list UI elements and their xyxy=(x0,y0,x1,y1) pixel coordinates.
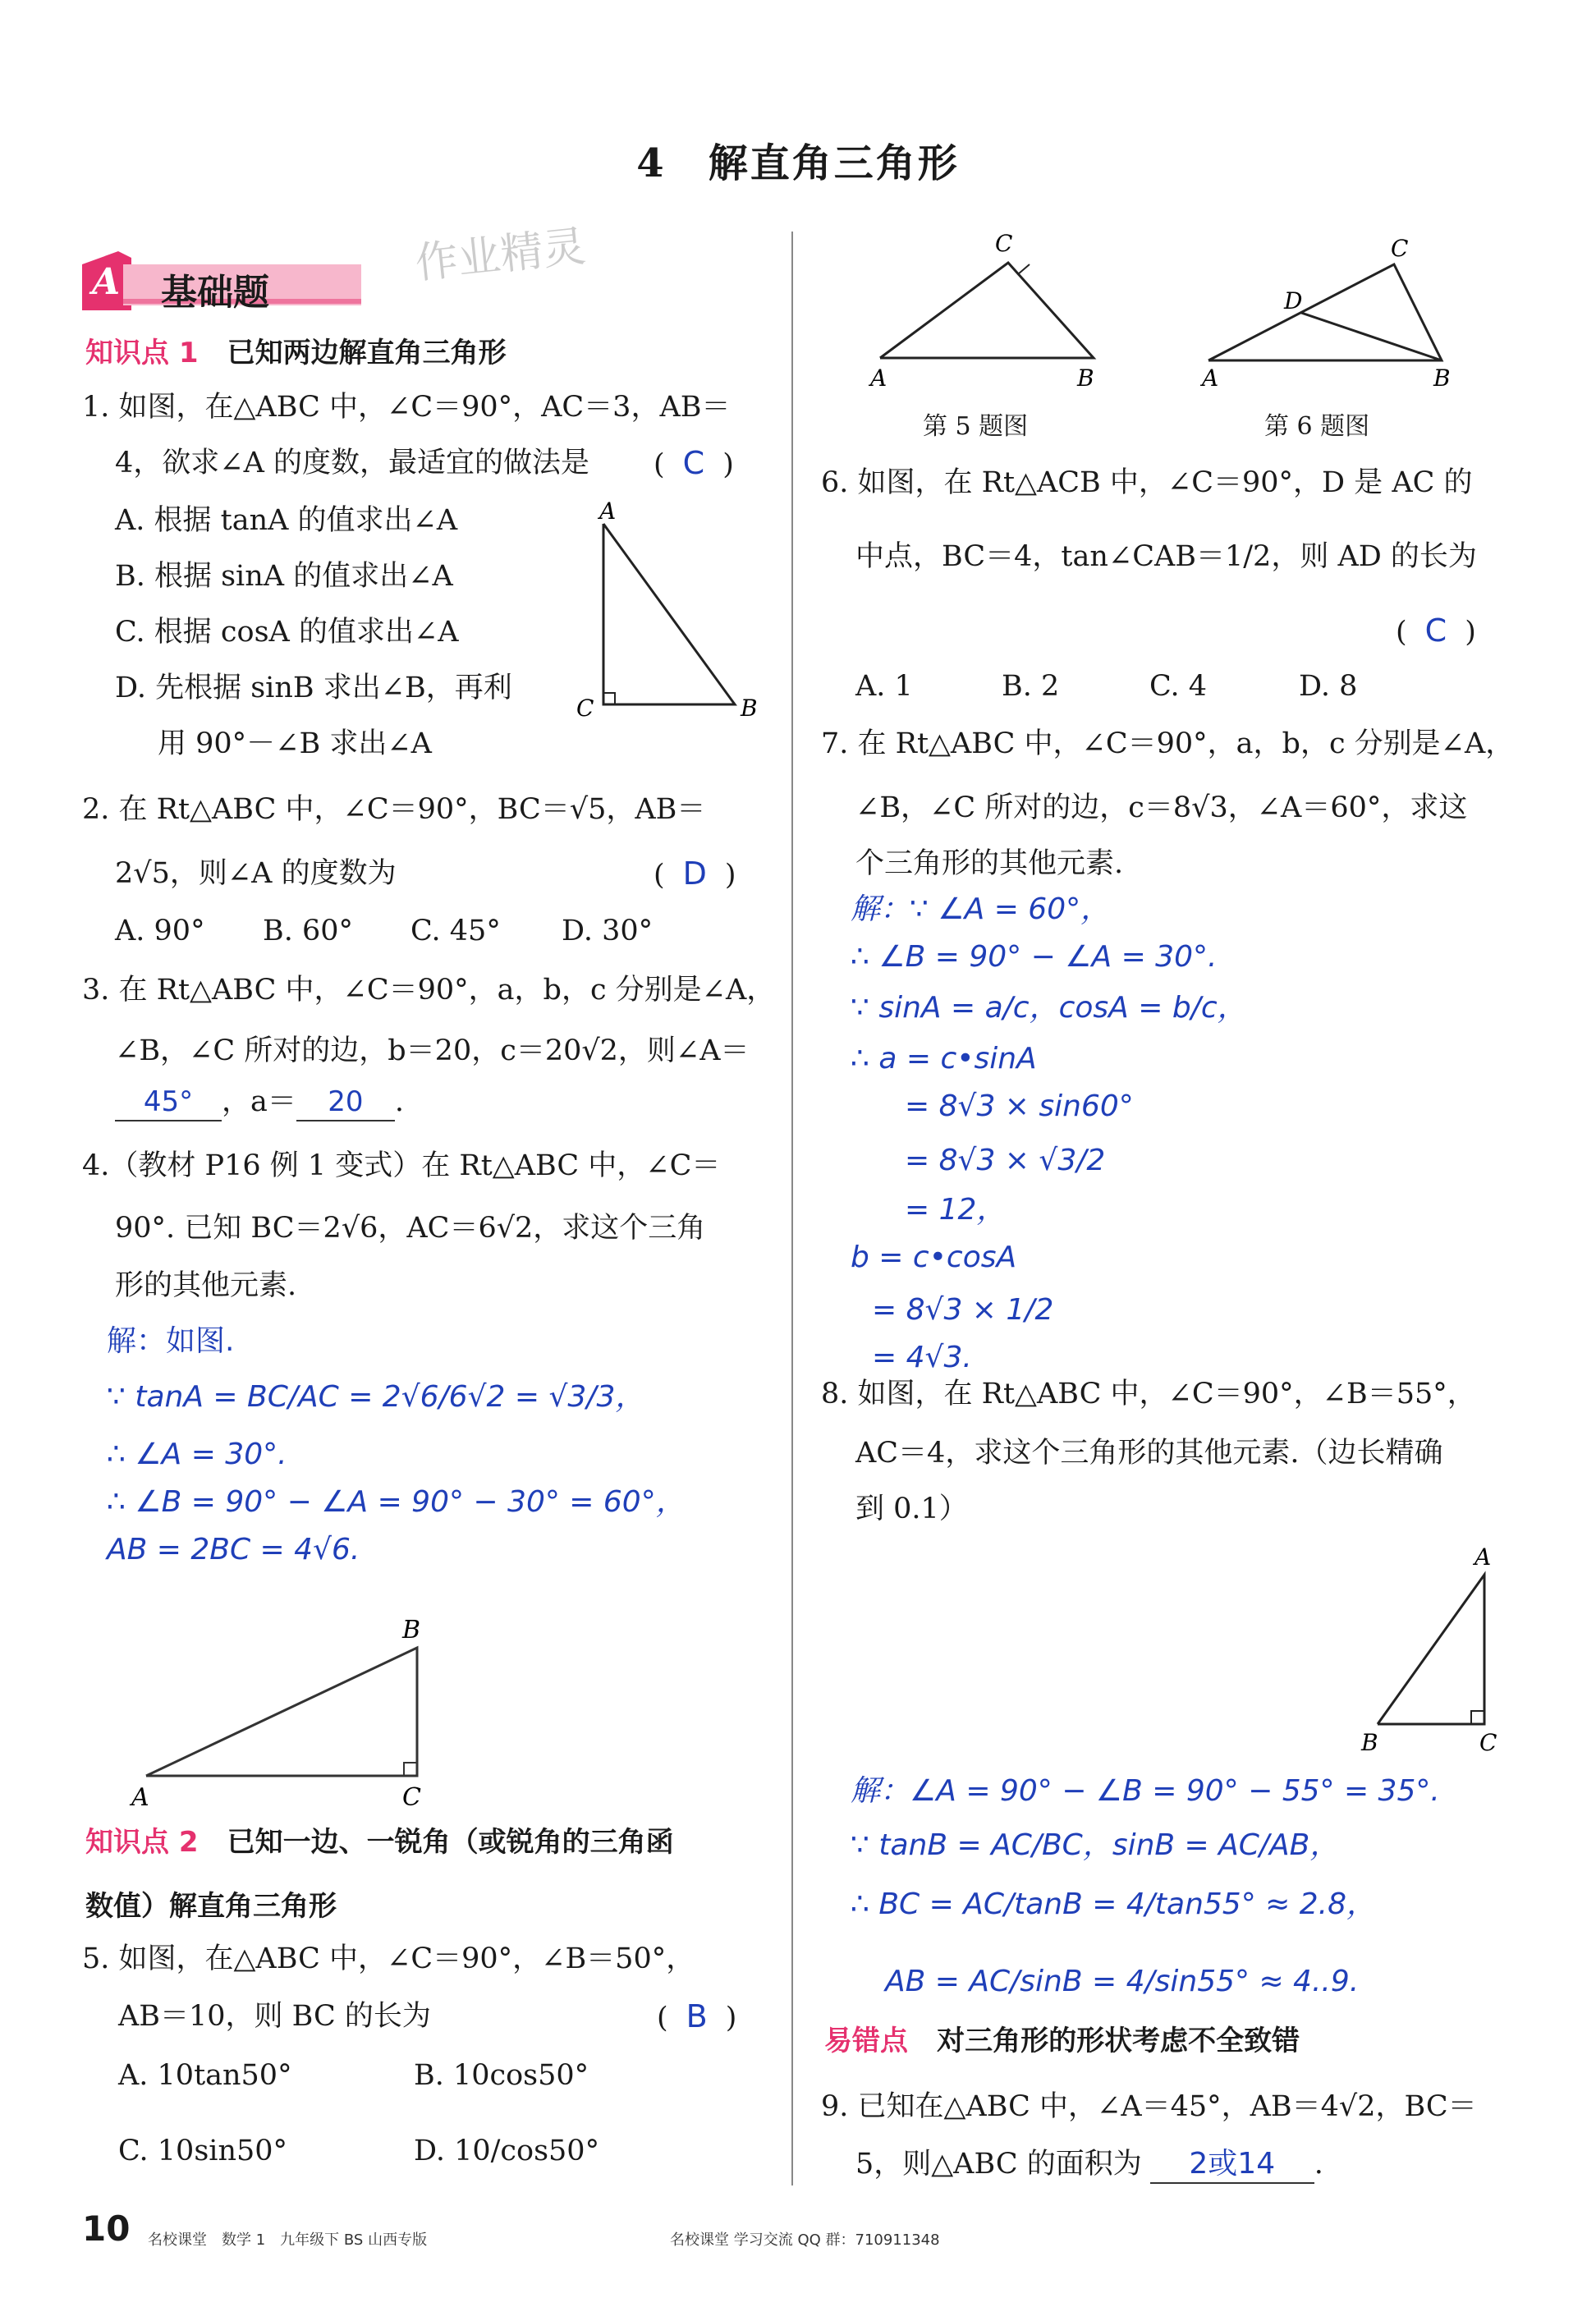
q1-answer: C xyxy=(682,445,705,481)
q5-option-d: D. 10/cos50° xyxy=(414,2135,600,2167)
q1-option-c: C. 根据 cosA 的值求出∠A xyxy=(115,616,459,649)
q7-solution-9: = 8√3 × 1/2 xyxy=(872,1293,1054,1327)
q2-option-d: D. 30° xyxy=(562,915,654,947)
fig5-caption: 第 5 题图 xyxy=(923,412,1029,441)
q1-fig-label-a: A xyxy=(599,501,617,525)
q9-end: . xyxy=(1314,2148,1323,2181)
q6-answer: C xyxy=(1424,612,1447,649)
error-point xyxy=(824,2023,1300,2059)
q1-option-d-line1: D. 先根据 sinB 求出∠B，再利 xyxy=(115,672,512,704)
q3-end: . xyxy=(394,1085,405,1118)
q3-answer-2: 20 xyxy=(296,1084,395,1121)
q2-line1: 2. 在 Rt△ABC 中，∠C＝90°，BC＝√5，AB＝ xyxy=(82,793,706,826)
footer-right: 名校课堂 学习交流 QQ 群：710911348 xyxy=(670,2231,940,2249)
q4-solution-2: ∵ tanA = BC/AC = 2√6/6√2 = √3/3， xyxy=(107,1380,645,1414)
q9-answer: 2或14 xyxy=(1150,2146,1314,2184)
section-letter: A xyxy=(92,261,121,303)
q7-line3: 个三角形的其他元素. xyxy=(855,847,1124,880)
fig5-label-c: C xyxy=(995,230,1013,257)
page-title: 4 解直角三角形 xyxy=(636,140,960,186)
q5-option-a: A. 10tan50° xyxy=(118,2059,292,2092)
q4-solution-5: AB = 2BC = 4√6. xyxy=(107,1533,360,1566)
fig6-label-d: D xyxy=(1284,287,1303,314)
q3-line2: ∠B，∠C 所对的边，b＝20，c＝20√2，则∠A＝ xyxy=(115,1034,750,1067)
kp2-tag: 知识点 2 xyxy=(85,1826,199,1859)
q5-line2: AB＝10，则 BC 的长为 xyxy=(118,2000,431,2033)
q1-option-a: A. 根据 tanA 的值求出∠A xyxy=(115,504,458,537)
q7-solution-7: = 12， xyxy=(905,1193,1007,1227)
q1-line2: 4，欲求∠A 的度数，最适宜的做法是 xyxy=(115,447,589,479)
q9-line2-text: 5，则△ABC 的面积为 xyxy=(855,2148,1142,2181)
error-text: 对三角形的形状考虑不全致错 xyxy=(937,2025,1300,2057)
q6-option-d: D. 8 xyxy=(1299,670,1358,703)
q8-line3: 到 0.1） xyxy=(855,1493,968,1525)
q7-solution-6: = 8√3 × √3/2 xyxy=(905,1144,1106,1177)
section-a-badge xyxy=(82,246,361,312)
section-label: 基础题 xyxy=(161,272,269,314)
q8-solution-4: AB = AC/sinB = 4/sin55° ≈ 4..9. xyxy=(885,1965,1360,1998)
q2-answer-bracket: ( D ) xyxy=(654,855,736,892)
q5-answer: B xyxy=(686,1998,708,2034)
q7-solution-2: ∴ ∠B = 90° − ∠A = 30°. xyxy=(851,940,1218,974)
kp1-text: 已知两边解直角三角形 xyxy=(227,337,507,369)
footer-left: 名校课堂 数学 1 九年级下 BS 山西专版 xyxy=(148,2231,428,2249)
q4-fig-label-c: C xyxy=(402,1783,421,1812)
error-tag: 易错点 xyxy=(824,2025,908,2057)
q5-answer-bracket: ( B ) xyxy=(657,1998,737,2034)
q6-line1: 6. 如图，在 Rt△ACB 中，∠C＝90°，D 是 AC 的 xyxy=(821,466,1473,499)
q1-answer-bracket: ( C ) xyxy=(654,445,734,481)
q9-line2 xyxy=(855,2146,1323,2184)
q7-solution-10: = 4√3. xyxy=(872,1341,972,1374)
kp1-tag: 知识点 1 xyxy=(85,337,199,369)
q6-option-c: C. 4 xyxy=(1149,670,1208,703)
q1-figure xyxy=(566,501,772,731)
q1-option-d-line2: 用 90°－∠B 求出∠A xyxy=(158,727,432,760)
q1-fig-label-b: B xyxy=(741,695,758,722)
q3-line1: 3. 在 Rt△ABC 中，∠C＝90°，a，b，c 分别是∠A， xyxy=(82,974,776,1007)
fig5-label-a: A xyxy=(870,365,887,392)
q6-answer-bracket: ( C ) xyxy=(1396,612,1476,649)
q3-blanks xyxy=(115,1084,404,1121)
q9-line1: 9. 已知在△ABC 中，∠A＝45°，AB＝4√2，BC＝ xyxy=(821,2090,1477,2123)
fig6-label-a: A xyxy=(1202,365,1219,392)
q4-line2: 90°. 已知 BC＝2√6，AC＝6√2，求这个三角 xyxy=(115,1212,706,1245)
q8-line1: 8. 如图，在 Rt△ABC 中，∠C＝90°，∠B＝55°， xyxy=(821,1378,1476,1410)
q5-option-c: C. 10sin50° xyxy=(118,2135,288,2167)
q8-figure xyxy=(1346,1535,1535,1757)
q4-fig-label-a: A xyxy=(131,1783,149,1812)
q7-solution-3: ∵ sinA = a/c，cosA = b/c， xyxy=(851,991,1247,1025)
q7-solution-4: ∴ a = c•sinA xyxy=(851,1042,1037,1076)
q4-line1: 4.（教材 P16 例 1 变式）在 Rt△ABC 中，∠C＝ xyxy=(82,1149,721,1182)
q7-line2: ∠B，∠C 所对的边，c＝8√3，∠A＝60°，求这 xyxy=(855,791,1468,824)
column-divider xyxy=(791,232,793,2185)
q2-option-a: A. 90° xyxy=(115,915,205,947)
q4-line3: 形的其他元素. xyxy=(115,1269,297,1302)
fig5 xyxy=(862,222,1108,402)
q8-solution-2: ∵ tanB = AC/BC，sinB = AC/AB， xyxy=(851,1828,1340,1862)
q5-line1: 5. 如图，在△ABC 中，∠C＝90°，∠B＝50°， xyxy=(82,1942,695,1975)
q4-solution-4: ∴ ∠B = 90° − ∠A = 90° − 30° = 60°， xyxy=(107,1485,686,1519)
q3-answer-1: 45° xyxy=(115,1084,222,1121)
q8-solution-1: 解：∠A = 90° − ∠B = 90° − 55° = 35°. xyxy=(851,1774,1440,1808)
q8-fig-label-a: A xyxy=(1474,1543,1492,1571)
q4-solution-3: ∴ ∠A = 30°. xyxy=(107,1438,287,1471)
q5-option-b: B. 10cos50° xyxy=(414,2059,589,2092)
page-number: 10 xyxy=(82,2208,131,2249)
q6-option-a: A. 1 xyxy=(855,670,913,703)
q8-solution-3: ∴ BC = AC/tanB = 4/tan55° ≈ 2.8， xyxy=(851,1887,1377,1921)
q4-solution-1: 解：如图. xyxy=(107,1324,235,1358)
q7-solution-8: b = c•cosA xyxy=(851,1241,1017,1274)
q7-solution-1: 解：∵ ∠A = 60°， xyxy=(851,892,1111,926)
q1-option-b: B. 根据 sinA 的值求出∠A xyxy=(115,560,453,593)
kp1 xyxy=(85,335,507,371)
fig6-label-c: C xyxy=(1391,235,1409,262)
fig6-label-b: B xyxy=(1433,365,1451,392)
q3-mid: ，a＝ xyxy=(222,1085,296,1118)
kp2-text2: 数值）解直角三角形 xyxy=(85,1890,337,1923)
kp2-text1: 已知一边、一锐角（或锐角的三角函 xyxy=(227,1826,674,1859)
q2-option-c: C. 45° xyxy=(410,915,501,947)
q2-line2: 2√5，则∠A 的度数为 xyxy=(115,857,397,890)
q4-figure xyxy=(123,1605,468,1819)
q2-option-b: B. 60° xyxy=(263,915,354,947)
q6-option-b: B. 2 xyxy=(1002,670,1060,703)
fig6-caption: 第 6 题图 xyxy=(1264,412,1370,441)
watermark: 作业精灵 xyxy=(413,222,589,289)
q7-line1: 7. 在 Rt△ABC 中，∠C＝90°，a，b，c 分别是∠A， xyxy=(821,727,1515,760)
q7-solution-5: = 8√3 × sin60° xyxy=(905,1089,1134,1123)
q8-line2: AC＝4，求这个三角形的其他元素.（边长精确 xyxy=(855,1437,1443,1470)
q4-fig-label-b: B xyxy=(402,1616,421,1644)
q8-fig-label-c: C xyxy=(1479,1729,1497,1756)
q2-answer: D xyxy=(682,855,707,892)
q1-line1: 1. 如图，在△ABC 中，∠C＝90°，AC＝3，AB＝ xyxy=(82,391,731,424)
kp2 xyxy=(85,1824,674,1860)
q8-fig-label-b: B xyxy=(1361,1729,1378,1756)
q1-fig-label-c: C xyxy=(576,695,594,722)
q6-line2: 中点，BC＝4，tan∠CAB＝1/2，则 AD 的长为 xyxy=(855,540,1477,573)
fig6 xyxy=(1199,233,1486,406)
fig5-label-b: B xyxy=(1077,365,1094,392)
